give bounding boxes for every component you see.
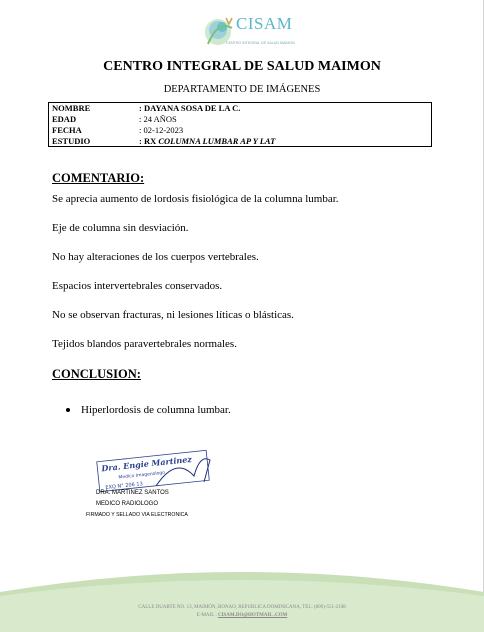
signer-name: DRA. MARTINEZ SANTOS — [96, 490, 169, 496]
study-value — [139, 136, 275, 146]
age-value: : 24 AÑOS — [139, 114, 177, 124]
comment-line: Se aprecia aumento de lordosis fisiológica de la columna lumbar. — [52, 193, 339, 205]
name-label: NOMBRE — [52, 103, 91, 113]
date-label: FECHA — [52, 125, 82, 135]
study-name: COLUMNA LUMBAR AP Y LAT — [158, 136, 276, 146]
signature-note: FIRMADO Y SELLADO VIA ELECTRONICA — [86, 512, 188, 518]
footer-address: CALLE DUARTE NO. 13, MAIMÓN, BONAO, REPUBLICA DOMINICANA, TEL: (809)-551-2108 — [138, 605, 346, 610]
comment-line: Eje de columna sin desviación. — [52, 222, 189, 234]
comment-heading: COMENTARIO: — [52, 171, 145, 185]
comment-line: Tejidos blandos paravertebrales normales. — [52, 338, 237, 350]
comment-line: No se observan fracturas, ni lesiones líticas o blásticas. — [52, 309, 294, 321]
study-label: ESTUDIO — [52, 136, 91, 146]
footer-email-line — [0, 613, 484, 618]
document-title: CENTRO INTEGRAL DE SALUD MAIMON — [103, 59, 381, 74]
logo-text: CISAM — [236, 14, 293, 33]
comment-line: No hay alteraciones de los cuerpos vertebrales. — [52, 251, 259, 263]
conclusion-heading: CONCLUSION: — [52, 367, 141, 381]
svg-text:EXQ N° 206 13: EXQ N° 206 13 — [105, 481, 144, 492]
conclusion-item: Hiperlordosis de columna lumbar. — [81, 404, 231, 416]
name-value: : DAYANA SOSA DE LA C. — [139, 103, 241, 113]
patient-info-box — [48, 102, 432, 147]
date-value: : 02-12-2023 — [139, 125, 184, 135]
logo-subtext: CENTRO INTEGRAL DE SALUD MAIMON — [226, 41, 295, 45]
email-label: E-MAIL : — [196, 613, 218, 618]
comment-line: Espacios intervertebrales conservados. — [52, 280, 223, 292]
study-prefix: : RX — [139, 136, 159, 146]
footer-wave — [0, 560, 484, 632]
signer-role: MEDICO RADIOLOGO — [96, 501, 159, 507]
department-name: DEPARTAMENTO DE IMÁGENES — [163, 84, 321, 95]
age-label: EDAD — [52, 114, 77, 124]
svg-text:Medico Imagenologo: Medico Imagenologo — [118, 470, 166, 481]
bullet-icon — [66, 408, 70, 412]
email-link[interactable]: CISAM.DO@HOTMAIL .COM — [217, 613, 288, 618]
svg-text:Dra. Engie Martinez: Dra. Engie Martinez — [100, 453, 193, 474]
signature-stamp — [96, 446, 218, 494]
